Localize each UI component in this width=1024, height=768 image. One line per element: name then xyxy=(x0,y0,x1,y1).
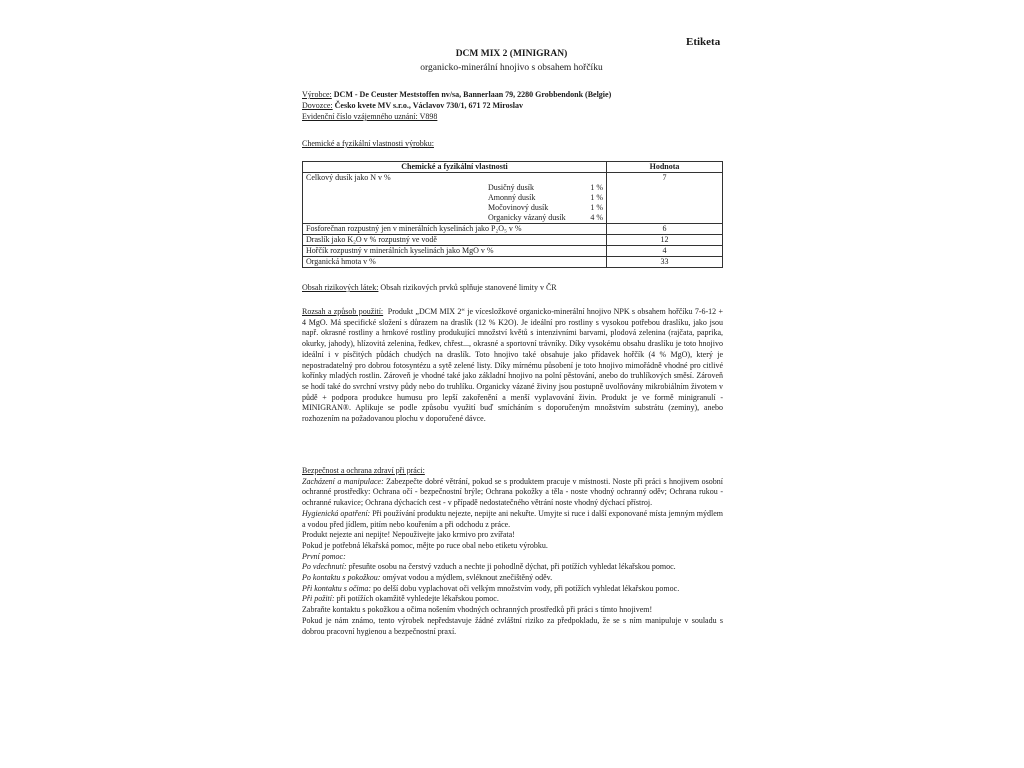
nitrogen-sub-pct: 1 % xyxy=(590,183,603,192)
nitrogen-sub-name: Močovinový dusík xyxy=(488,203,549,212)
safety-line: Pokud je potřebná lékařská pomoc, mějte po ruce obal nebo etiketu výrobku. xyxy=(302,540,548,550)
handling-text: Zabezpečte dobré větrání, pokud se s produktem pracuje v místnosti. Noste při práci s hnojivem osobní ochranné prostředky: Ochrana očí - bezpečnostní brýle; Ochrana pokožky a těla - noste vhodný ochranný oděv; Ochrana rukou - ochranné rukavice; Ochrana dýchacích cest - v případě nedostatečného větrání noste vhodný dýchací přístroj. xyxy=(302,476,724,508)
risk-label: Obsah rizikových látek: xyxy=(302,283,379,292)
table-cell-value: 4 xyxy=(607,246,723,257)
label-tag: Etiketa xyxy=(686,36,721,48)
risk-text: Obsah rizikových prvků splňuje stanovené limity v ČR xyxy=(380,283,557,292)
table-cell-value: 6 xyxy=(607,224,723,235)
inhale-text: přesuňte osobu na čerstvý vzduch a nechte ji pohodlně dýchat, při potížích vyhledat lékařskou pomoc. xyxy=(346,562,676,572)
nitrogen-sub-pct: 1 % xyxy=(590,193,603,202)
safety-section xyxy=(302,466,723,637)
table-cell-label: Fosforečnan rozpustný jen v minerálních kyselinách jako P₂O₅ v % xyxy=(303,224,607,235)
safety-line: Pokud je nám známo, tento výrobek nepředstavuje žádné zvláštní riziko za předpokladu, že se s ním manipuluje v souladu s dobrou pracovní hygienou a bezpečnostní praxí. xyxy=(302,615,723,636)
safety-line: Zabraňte kontaktu s pokožkou a očima nošením vhodných ochranných prostředků při práci s tímto hnojivem! xyxy=(302,605,653,615)
safety-heading: Bezpečnost a ochrana zdraví při práci: xyxy=(302,466,425,475)
hygiene-text: Při používání produktu nejezte, nepijte ani nekuřte. Umyjte si ruce i další exponované místa jemným mýdlem a vodou před jídlem, pitím nebo kouřením a při odchodu z práce. xyxy=(302,508,724,529)
nitrogen-sub-name: Amonný dusík xyxy=(488,193,536,202)
nitrogen-label: Celkový dusík jako N v % xyxy=(306,173,391,182)
registration-number: Evidenční číslo vzájemného uznání: V898 xyxy=(302,112,438,121)
nitrogen-sub-row xyxy=(488,213,603,223)
product-title: DCM MIX 2 (MINIGRAN) xyxy=(455,49,568,59)
ingest-label: Při požití: xyxy=(302,594,335,604)
table-row xyxy=(303,246,723,257)
nitrogen-sub-row xyxy=(488,183,603,193)
safety-line: Produkt nejezte ani nepijte! Nepouživejte jako krmivo pro zvířata! xyxy=(302,530,515,540)
importer-value: Česko kvete MV s.r.o., Václavov 730/1, 671 72 Miroslav xyxy=(334,101,524,110)
table-cell-value: 33 xyxy=(607,257,723,268)
nitrogen-cell xyxy=(303,173,607,224)
nitrogen-sub-row xyxy=(488,193,603,203)
usage-section xyxy=(302,307,723,425)
usage-text: Produkt „DCM MIX 2“ je vícesložkové organicko-minerální hnojivo NPK s obsahem hořčíku 7-6-12 + 4 MgO. Má specifické složení s důrazem na draslík (12 % K2O). Je ideální pro rostliny s vysokou potřebou draslíku, jako jsou např. okrasné rostliny a hrnkové rostliny produkující množství květů s intenzivními barvami, plodová zelenina (rajčata, paprika, okurky, jahody), hlízovitá zelenina, ředkev, chřest..., okrasné a sportovní trávníky. Díky vysokému obsahu draslíku je toto hnojivo ideální i v písčitých půdách chudých na draslík. Toto hnojivo také obsahuje jako přídavek hořčík (4 % MgO), který je nepostradatelný pro dobrou fotosyntézu a sytě zelené listy. Díky mírnému působení je toto hnojivo mimořádně vhodné pro citlivé kořínky mladých rostlin. Zároveň je vhodné také jako základní hnojivo na polní pěstování, anebo do truhlíkových směsí. Zároveň se hodí také do svrchní vrstvy půdy nebo do truhlíku. Organicky vázané živiny jsou postupně uvolňovány mikrobiálním životem v půdě + podpora produkce humusu pro lepší zakořenění a menší vyplavování živin. Produkt je ve formě minigranulí -MINIGRAN®. Aplikuje se podle způsobu využití buď smícháním s doporučeným množstvím substrátu (zeminy), anebo rozhozením na požadovanou plochu v doporučené dávce. xyxy=(302,307,723,424)
handling-label: Zacházení a manipulace: xyxy=(302,476,384,486)
risk-line xyxy=(302,283,557,292)
table-cell-label: Organická hmota v % xyxy=(303,257,607,268)
table-row xyxy=(303,235,723,246)
nitrogen-breakdown xyxy=(488,183,603,223)
importer-label: Dovozce: xyxy=(302,101,333,110)
table-row xyxy=(303,257,723,268)
table-cell-label: Hořčík rozpustný v minerálních kyselinách jako MgO v % xyxy=(303,246,607,257)
ingest-text: při potížích okamžitě vyhledejte lékařskou pomoc. xyxy=(334,594,499,604)
table-row xyxy=(303,173,723,224)
nitrogen-sub-pct: 4 % xyxy=(590,213,603,222)
table-cell-value: 12 xyxy=(607,235,723,246)
hygiene-label: Hygienická opatření: xyxy=(302,508,371,518)
skin-label: Po kontaktu s pokožkou: xyxy=(302,573,381,583)
inhale-label: Po vdechnutí: xyxy=(302,562,347,572)
nitrogen-value: 7 xyxy=(607,173,723,224)
nitrogen-sub-pct: 1 % xyxy=(590,203,603,212)
first-aid-label: První pomoc: xyxy=(302,551,346,561)
producer-label: Výrobce: xyxy=(302,90,332,99)
producer-line xyxy=(302,90,611,99)
producer-value: DCM - De Ceuster Meststoffen nv/sa, Bannerlaan 79, 2280 Grobbendonk (Belgie) xyxy=(333,90,612,99)
table-cell-label: Draslík jako K₂O v % rozpustný ve vodě xyxy=(303,235,607,246)
table-row xyxy=(303,224,723,235)
table-header-value: Hodnota xyxy=(607,162,723,173)
nitrogen-sub-row xyxy=(488,203,603,213)
properties-heading: Chemické a fyzikální vlastnosti výrobku: xyxy=(302,139,434,148)
table-header-row xyxy=(303,162,723,173)
usage-label: Rozsah a způsob použití: xyxy=(302,307,384,316)
nitrogen-sub-name: Dusičný dusík xyxy=(488,183,534,192)
table-header-property: Chemické a fyzikální vlastnosti xyxy=(303,162,607,173)
eyes-label: Při kontaktu s očima: xyxy=(302,583,372,593)
skin-text: omývat vodou a mýdlem, svléknout znečištěný oděv. xyxy=(380,573,553,583)
nitrogen-sub-name: Organicky vázaný dusík xyxy=(488,213,566,222)
product-subtitle: organicko-minerální hnojivo s obsahem hořčíku xyxy=(420,63,603,73)
importer-line xyxy=(302,101,523,110)
eyes-text: po delší dobu vyplachovat oči velkým množstvím vody, při potížích vyhledat lékařskou pomoc. xyxy=(371,583,680,593)
properties-table xyxy=(302,161,723,268)
